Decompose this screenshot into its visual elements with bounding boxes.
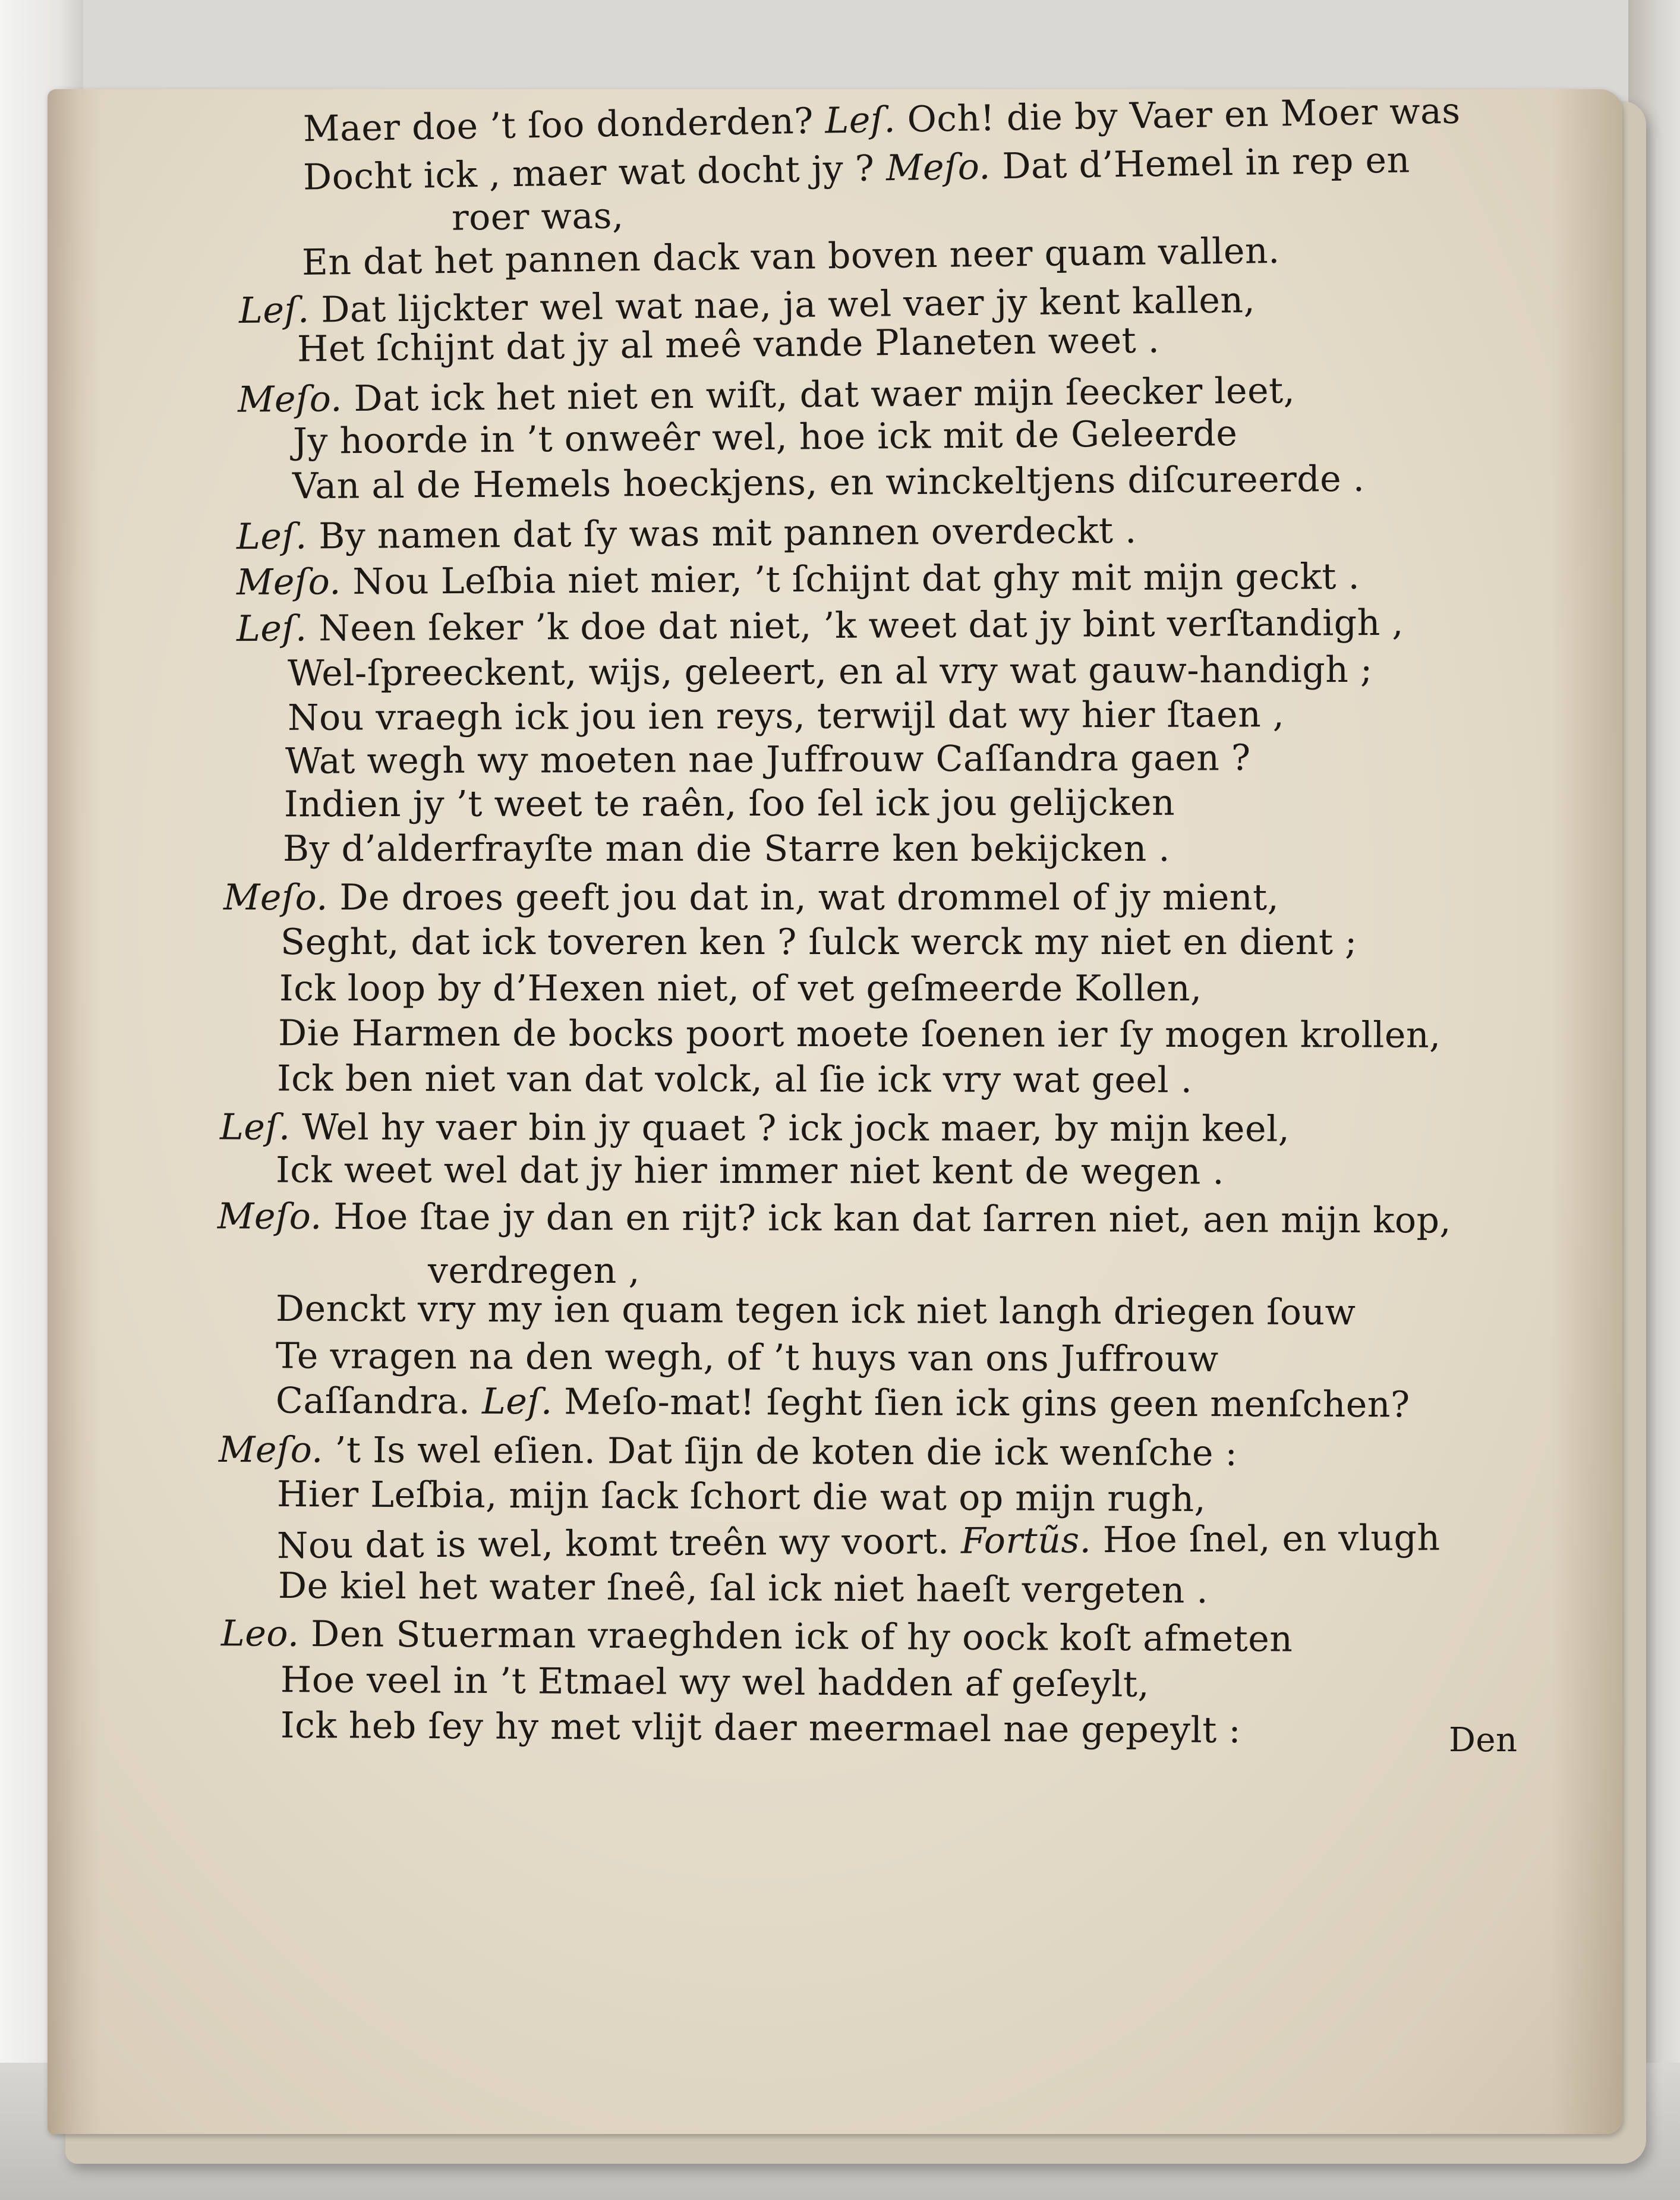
line-text: Hoe veel in ’t Etmael wy wel hadden af geſeylt,: [280, 1659, 1150, 1705]
speaker-label: Fortũs.: [960, 1519, 1092, 1562]
line-text: Hoe ſnel, en vlugh: [1102, 1517, 1441, 1562]
speaker-label: Leo.: [220, 1613, 300, 1655]
speaker-label: Meſo.: [218, 1429, 323, 1471]
verse-line: [276, 1473, 1206, 1521]
verse-line: [236, 509, 1137, 558]
verse-line: [278, 1012, 1441, 1056]
verse-line: [451, 195, 624, 239]
line-text: De kiel het water ſneê, ſal ick niet haeſt vergeten .: [278, 1565, 1209, 1612]
verse-line: [283, 782, 1175, 826]
verse-line: [285, 737, 1251, 782]
line-text: By namen dat ſy was mit pannen overdeckt .: [318, 509, 1137, 558]
line-text: Nou vraegh ick jou ien reys, terwijl dat wy hier ſtaen ,: [287, 694, 1285, 739]
line-text: Wel-ſpreeckent, wijs, geleert, en al vry wat gauw-handigh ;: [287, 649, 1373, 695]
verse-line: [283, 828, 1170, 870]
line-text: Nou dat is wel, komt treên wy voort.: [276, 1520, 950, 1567]
verse-line: [275, 1335, 1219, 1380]
speaker-label: Leſ.: [481, 1380, 553, 1423]
speaker-label: Meſo.: [885, 146, 991, 190]
line-text: Meſo-mat! ſeght ſien ick gins geen menſchen?: [564, 1381, 1410, 1426]
line-text: Denckt vry my ien quam tegen ick niet langh driegen ſouw: [275, 1288, 1356, 1334]
line-text: Hoe ſtae jy dan en rijt? ick kan dat ſarren niet, aen mijn kop,: [333, 1196, 1452, 1242]
line-text: Ick loop by d’Hexen niet, of vet geſmeerde Kollen,: [279, 968, 1202, 1009]
line-text: By d’alderfrayſte man die Starre ken bekijcken .: [283, 828, 1170, 870]
line-text: roer was,: [451, 195, 624, 239]
line-text: Och! die by Vaer en Moer was: [907, 90, 1461, 141]
line-text: De droes geeft jou dat in, wat drommel of jy mient,: [339, 877, 1279, 918]
verse-line: [287, 694, 1285, 739]
line-text: Nou Leſbia niet mier, ’t ſchijnt dat ghy mit mijn geckt .: [352, 556, 1360, 603]
speaker-label: Meſo.: [217, 1195, 322, 1238]
verse-line: [275, 1149, 1225, 1193]
line-text: Ick ben niet van dat volck, al ſie ick vry wat geel .: [276, 1057, 1193, 1101]
verse-line: [279, 968, 1202, 1009]
verse-line: [302, 90, 1461, 150]
line-text: Docht ick , maer wat docht jy ?: [302, 147, 875, 199]
speaker-label: Meſo.: [236, 561, 341, 603]
line-text: Hier Leſbia, mijn ſack ſchort die wat op mijn rugh,: [276, 1473, 1206, 1521]
verse-line: [280, 1659, 1150, 1705]
line-text: En dat het pannen dack van boven neer quam vallen.: [301, 229, 1280, 284]
verse-line: [276, 1517, 1441, 1567]
speaker-label: Leſ.: [236, 608, 307, 650]
verse-line: [428, 1250, 640, 1292]
verse-text: [48, 89, 1622, 2134]
verse-line: [218, 1429, 1238, 1474]
line-text: Dat ick het niet en wiſt, dat waer mijn ſeecker leet,: [354, 370, 1296, 420]
verse-line: [301, 229, 1280, 284]
line-text: Ick weet wel dat jy hier immer niet kent de wegen .: [275, 1149, 1225, 1193]
line-text: Die Harmen de bocks poort moete ſoenen ier ſy mogen krollen,: [278, 1012, 1441, 1056]
verse-line: [219, 1106, 1290, 1150]
verse-line: [275, 1380, 1410, 1426]
verse-line: [275, 1288, 1356, 1334]
catchword: Den: [1449, 1721, 1518, 1760]
line-text: Dat d’Hemel in rep en: [1001, 139, 1411, 188]
line-text: Te vragen na den wegh, of ’t huys van ons Juffrouw: [275, 1335, 1219, 1380]
verse-line: [292, 458, 1365, 508]
speaker-label: Meſo.: [223, 877, 328, 918]
verse-line: [223, 877, 1279, 918]
line-text: ’t Is wel eſien. Dat ſijn de koten die ick wenſche :: [335, 1429, 1238, 1474]
verse-line: [236, 602, 1404, 650]
line-text: Ick heb ſey hy met vlijt daer meermael nae gepeylt :: [280, 1704, 1241, 1752]
verse-line: [220, 1613, 1293, 1660]
line-text: Het ſchijnt dat jy al meê vande Planeten weet .: [297, 319, 1160, 370]
verse-line: [278, 1565, 1209, 1612]
line-text: Indien jy ’t weet te raên, ſoo ſel ick jou gelijcken: [283, 782, 1175, 826]
line-text: Seght, dat ick toveren ken ? ſulck werck my niet en dient ;: [280, 921, 1357, 963]
book-page: [48, 89, 1622, 2134]
line-text: Dat lijckter wel wat nae, ja wel vaer jy kent kallen,: [320, 279, 1256, 331]
verse-line: [287, 649, 1373, 695]
line-text: Maer doe ’t ſoo donderden?: [302, 100, 814, 150]
speaker-label: Leſ.: [219, 1106, 291, 1148]
verse-line: [237, 370, 1296, 421]
verse-line: [280, 1704, 1241, 1752]
verse-line: [280, 921, 1357, 963]
speaker-label: Leſ.: [238, 289, 310, 332]
speaker-label: Leſ.: [824, 99, 896, 142]
line-text: Den Stuerman vraeghden ick of hy oock koſt afmeten: [310, 1613, 1293, 1660]
line-text: Caſſandra.: [275, 1380, 471, 1422]
verse-line: [217, 1195, 1452, 1242]
line-text: Van al de Hemels hoeckjens, en winckeltjens diſcureerde .: [292, 458, 1365, 508]
verse-line: [292, 413, 1238, 462]
line-text: Wel hy vaer bin jy quaet ? ick jock maer, by mijn keel,: [302, 1106, 1290, 1150]
verse-line: [276, 1057, 1193, 1101]
line-text: verdregen ,: [428, 1250, 640, 1292]
line-text: Jy hoorde in ’t onweêr wel, hoe ick mit de Geleerde: [292, 413, 1238, 462]
speaker-label: Meſo.: [237, 378, 343, 421]
speaker-label: Leſ.: [236, 515, 307, 558]
verse-line: [297, 319, 1160, 370]
line-text: Neen ſeker ’k doe dat niet, ’k weet dat jy bint verſtandigh ,: [319, 602, 1404, 650]
verse-line: [302, 139, 1411, 199]
line-text: Wat wegh wy moeten nae Juffrouw Caſſandra gaen ?: [285, 737, 1251, 782]
verse-line: [236, 556, 1360, 603]
